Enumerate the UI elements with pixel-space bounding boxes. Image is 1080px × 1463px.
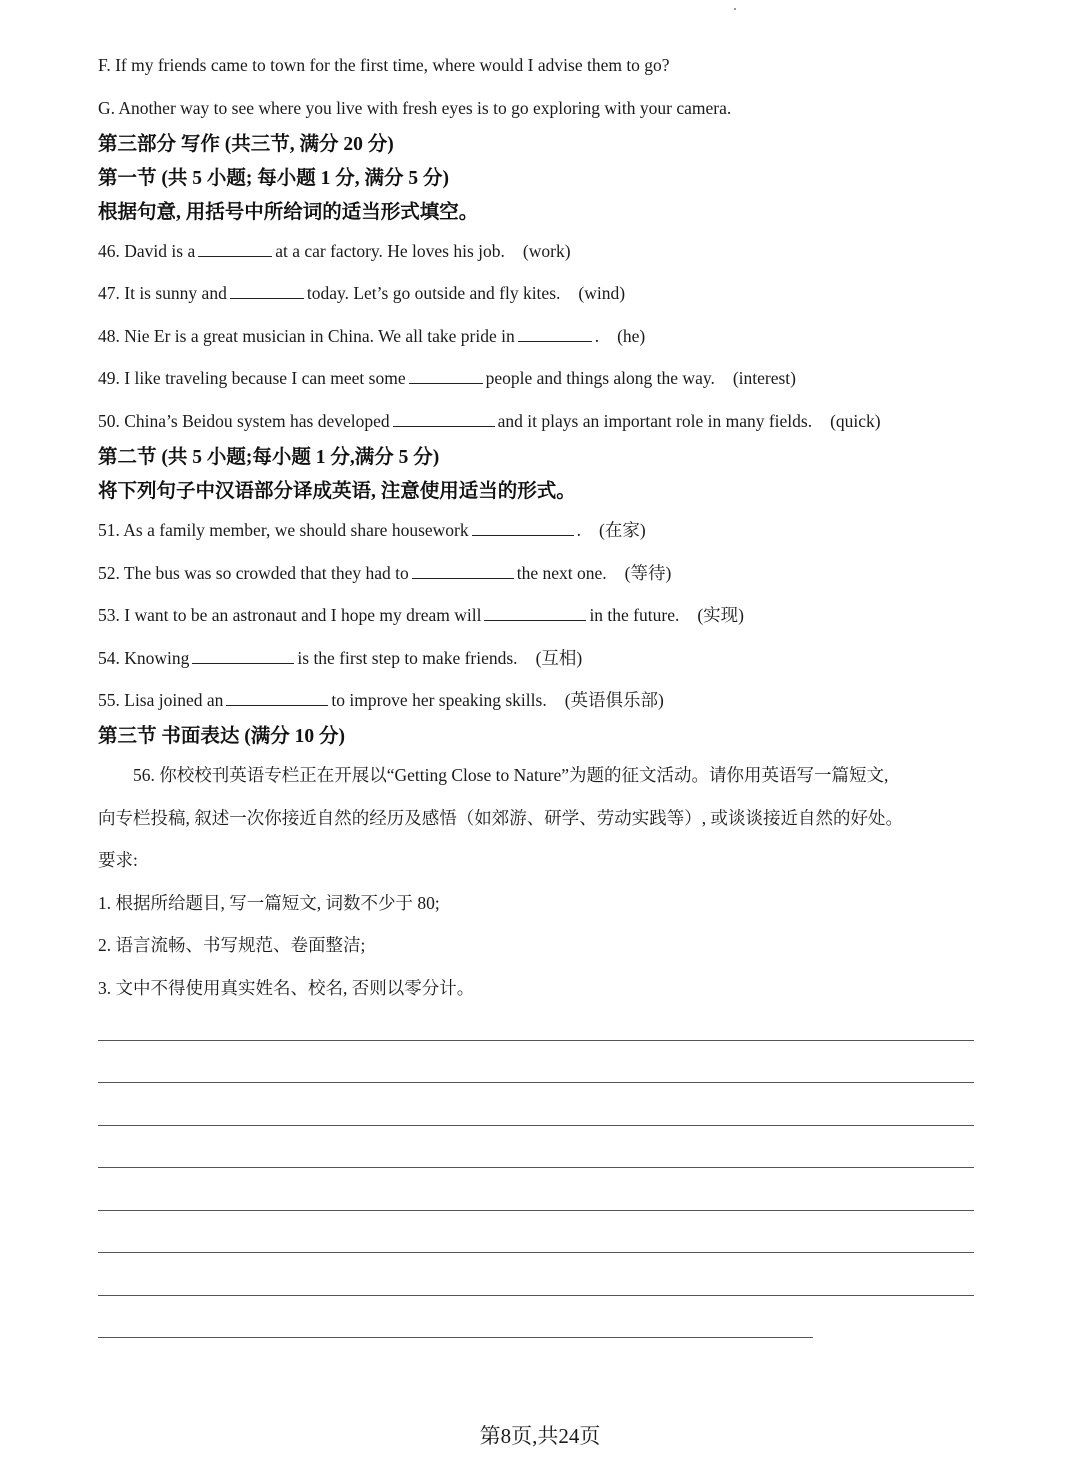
- question-text: 51. As a family member, we should share housework: [98, 520, 469, 540]
- question-text: in the future.: [589, 605, 680, 625]
- answer-blank[interactable]: [198, 239, 272, 257]
- writing-line[interactable]: [98, 1252, 974, 1253]
- question-text: today. Let’s go outside and fly kites.: [306, 283, 561, 303]
- writing-line[interactable]: [98, 1337, 813, 1338]
- requirements-label: 要求:: [98, 850, 138, 870]
- question-48: [98, 324, 645, 348]
- question-text: 49. I like traveling because I can meet some: [98, 368, 406, 388]
- answer-blank[interactable]: [472, 518, 574, 536]
- question-text: people and things along the way.: [485, 368, 715, 388]
- question-text: and it plays an important role in many fields.: [497, 411, 813, 431]
- word-hint: (wind): [578, 283, 626, 303]
- writing-line[interactable]: [98, 1040, 974, 1041]
- answer-blank[interactable]: [226, 688, 328, 706]
- section1-instruction: 根据句意, 用括号中所给词的适当形式填空。: [98, 202, 479, 223]
- word-hint: (he): [617, 326, 646, 346]
- requirement-item: 3. 文中不得使用真实姓名、校名, 否则以零分计。: [98, 978, 475, 998]
- option-f: F. If my friends came to town for the first time, where would I advise them to go?: [98, 55, 670, 75]
- question-54: [98, 646, 582, 670]
- answer-blank[interactable]: [230, 281, 304, 299]
- option-g: G. Another way to see where you live with fresh eyes is to go exploring with your camera.: [98, 98, 732, 118]
- question-text: 46. David is a: [98, 241, 196, 261]
- question-52: [98, 561, 671, 585]
- section2-title: 第二节 (共 5 小题;每小题 1 分,满分 5 分): [98, 447, 440, 468]
- question-text: at a car factory. He loves his job.: [275, 241, 505, 261]
- answer-blank[interactable]: [393, 409, 495, 427]
- word-hint: (work): [522, 241, 571, 261]
- question-text: 47. It is sunny and: [98, 283, 227, 303]
- writing-line[interactable]: [98, 1167, 974, 1168]
- word-hint: (实现): [697, 605, 744, 625]
- question-text: to improve her speaking skills.: [331, 690, 547, 710]
- section3-title: 第三节 书面表达 (满分 10 分): [98, 726, 345, 747]
- requirement-item: 2. 语言流畅、书写规范、卷面整洁;: [98, 935, 366, 955]
- question-46: [98, 239, 571, 263]
- question-text: 54. Knowing: [98, 648, 190, 668]
- word-hint: (interest): [732, 368, 796, 388]
- word-hint: (英语俱乐部): [564, 690, 664, 710]
- question-51: [98, 518, 646, 542]
- question-49: [98, 366, 796, 390]
- question-text: 50. China’s Beidou system has developed: [98, 411, 390, 431]
- writing-line[interactable]: [98, 1295, 974, 1296]
- essay-prompt-line2: 向专栏投稿, 叙述一次你接近自然的经历及感悟（如郊游、研学、劳动实践等）, 或谈谈接近自然的好处。: [98, 808, 903, 828]
- part3-title: 第三部分 写作 (共三节, 满分 20 分): [98, 134, 394, 155]
- question-50: [98, 409, 881, 433]
- question-text: 48. Nie Er is a great musician in China. We all take pride in: [98, 326, 515, 346]
- writing-line[interactable]: [98, 1082, 974, 1083]
- question-text: .: [576, 520, 581, 540]
- essay-prompt-line1: 56. 你校校刊英语专栏正在开展以“Getting Close to Nature”为题的征文活动。请你用英语写一篇短文,: [133, 765, 889, 785]
- question-text: is the first step to make friends.: [297, 648, 518, 668]
- word-hint: (等待): [624, 563, 672, 583]
- answer-blank[interactable]: [192, 646, 294, 664]
- question-47: [98, 281, 625, 305]
- requirement-item: 1. 根据所给题目, 写一篇短文, 词数不少于 80;: [98, 893, 440, 913]
- word-hint: (quick): [830, 411, 881, 431]
- question-text: 55. Lisa joined an: [98, 690, 224, 710]
- answer-blank[interactable]: [518, 324, 592, 342]
- question-55: [98, 688, 664, 712]
- scan-speck: [734, 8, 736, 10]
- page-number: 第8页,共24页: [479, 1424, 601, 1448]
- question-text: 52. The bus was so crowded that they had to: [98, 563, 409, 583]
- question-text: 53. I want to be an astronaut and I hope my dream will: [98, 605, 482, 625]
- writing-line[interactable]: [98, 1125, 974, 1126]
- section1-title: 第一节 (共 5 小题; 每小题 1 分, 满分 5 分): [98, 168, 449, 189]
- answer-blank[interactable]: [412, 561, 514, 579]
- question-text: .: [594, 326, 600, 346]
- word-hint: (互相): [535, 648, 583, 668]
- writing-line[interactable]: [98, 1210, 974, 1211]
- answer-blank[interactable]: [409, 366, 483, 384]
- word-hint: (在家): [599, 520, 646, 540]
- answer-blank[interactable]: [484, 603, 586, 621]
- question-text: the next one.: [516, 563, 607, 583]
- section2-instruction: 将下列句子中汉语部分译成英语, 注意使用适当的形式。: [98, 481, 576, 502]
- question-53: [98, 603, 744, 627]
